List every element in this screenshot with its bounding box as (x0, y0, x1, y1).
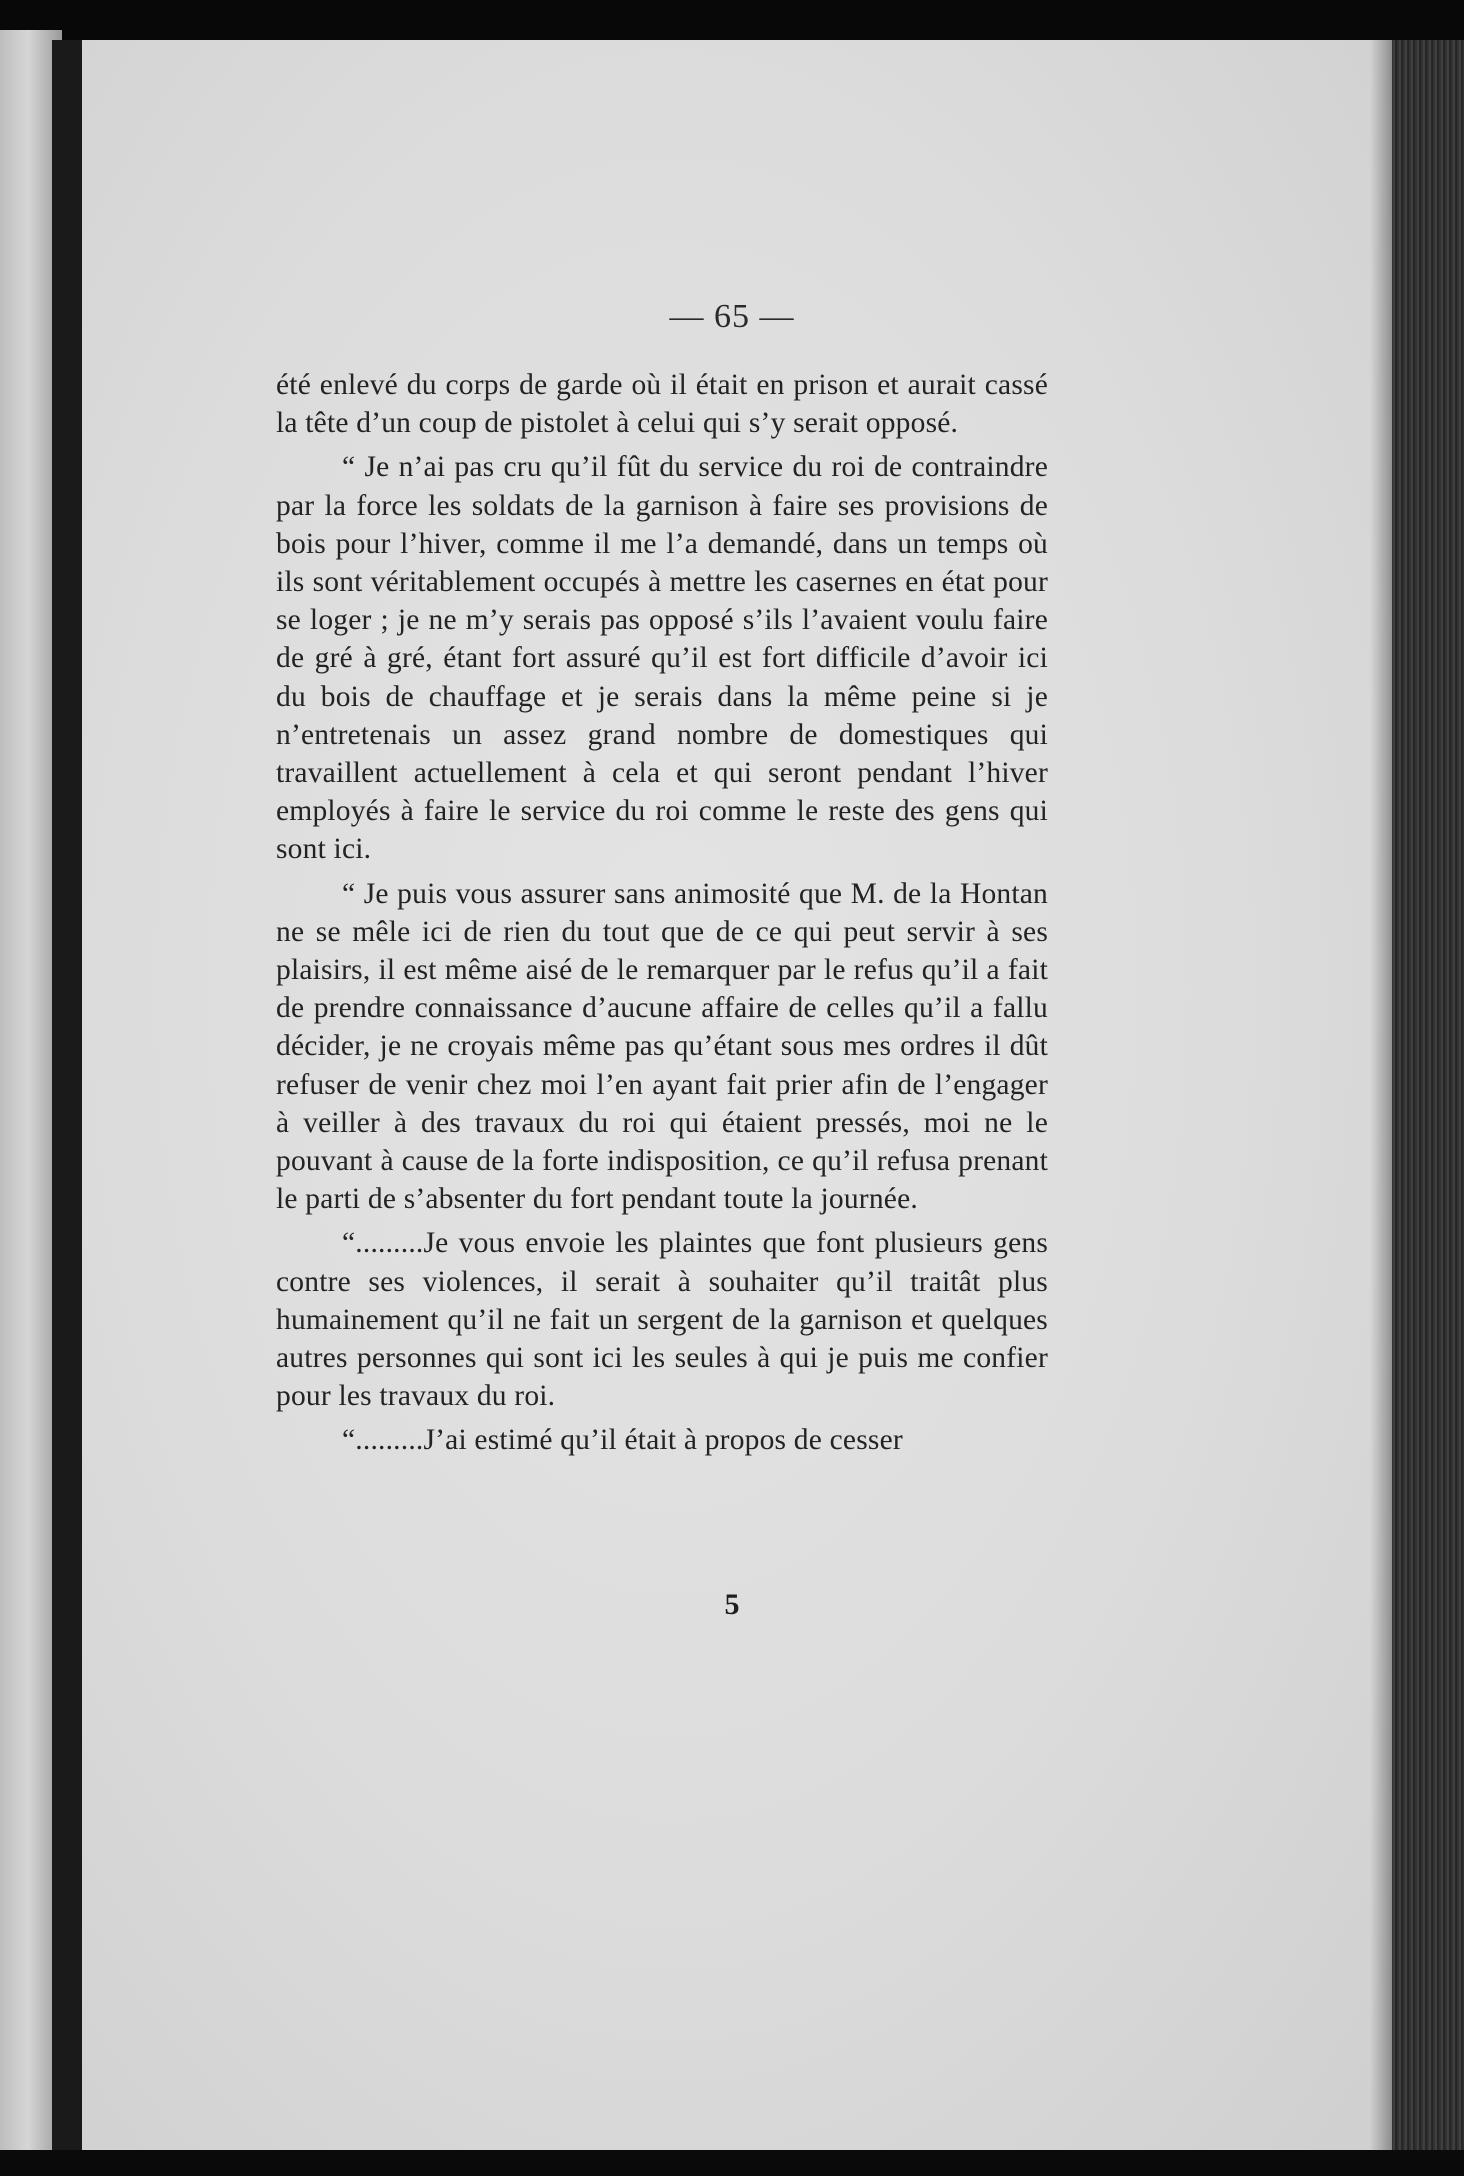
page-number: — 65 — (669, 298, 795, 335)
scan-border-bottom (0, 2150, 1464, 2176)
paragraph: “.........J’ai estimé qu’il était à propos de cesser (342, 1424, 903, 1457)
paragraph: “.........Je vous envoie les plaintes que font plusieurs gens contre ses violences, il serait à souhaiter qu’il traitât plus humainement qu’il ne fait un sergent de la garnison et quelques autres personnes qui sont ici les seules à qui je puis me confier pour les travaux du roi. (276, 1227, 1048, 1413)
page-edge-shadow (1370, 40, 1394, 2150)
page-block-edges (1392, 40, 1464, 2150)
body-text (276, 366, 1048, 1460)
signature-mark: 5 (724, 1588, 740, 1621)
paragraph: été enlevé du corps de garde où il était en prison et aurait cassé la tête d’un coup de pistolet à celui qui s’y serait opposé. (276, 369, 1048, 440)
scan-border-top (0, 0, 1464, 40)
book-gutter (52, 40, 82, 2155)
paragraph: “ Je puis vous assurer sans animosité que M. de la Hontan ne se mêle ici de rien du tout que de ce qui peut servir à ses plaisirs, il est même aisé de le remarquer par le refus qu’il a fait de prendre connaissance d’aucune affaire de celles qu’il a fallu décider, je ne croyais même pas qu’étant sous mes ordres il dût refuser de venir chez moi l’en ayant fait prier afin de l’engager à veiller à des travaux du roi qui étaient pressés, moi ne le pouvant à cause de la forte indisposition, ce qu’il refusa prenant le parti de s’absenter du fort pendant toute la journée. (276, 877, 1048, 1216)
paragraph: “ Je n’ai pas cru qu’il fût du service du roi de contraindre par la force les soldats de la garnison à faire ses provisions de bois pour l’hiver, comme il me l’a demandé, dans un temps où ils sont véritablement occupés à mettre les casernes en état pour se loger ; je ne m’y serais pas opposé s’ils l’avaient voulu faire de gré à gré, étant fort assuré qu’il est fort difficile d’avoir ici du bois de chauffage et je serais dans la même peine si je n’entretenais un assez grand nombre de domestiques qui travaillent actuellement à cela et qui seront pendant l’hiver employés à faire le service du roi comme le reste des gens qui sont ici. (276, 451, 1048, 866)
